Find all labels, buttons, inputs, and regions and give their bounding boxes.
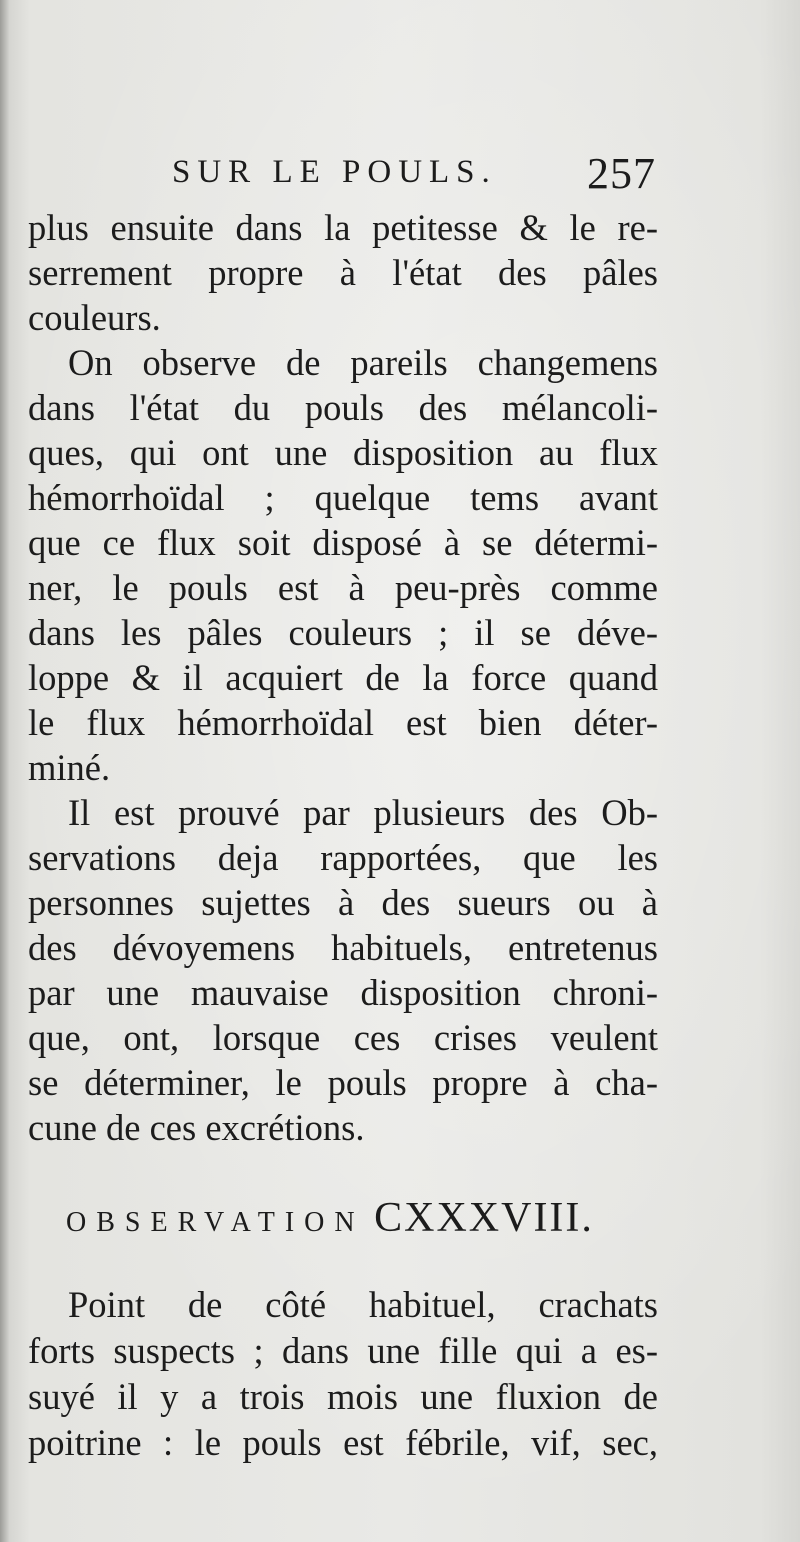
text-line: dans les pâles couleurs ; il se déve-: [28, 612, 658, 653]
text-line: que ce flux soit disposé à se détermi-: [28, 522, 658, 563]
text-line: miné.: [28, 747, 111, 788]
text-line: plus ensuite dans la petitesse & le re-: [28, 207, 658, 248]
text-line: servations deja rapportées, que les: [28, 837, 658, 878]
text-line: par une mauvaise disposition chroni-: [28, 972, 658, 1013]
page-header: [172, 146, 662, 206]
text-line: cune de ces excrétions.: [28, 1107, 365, 1148]
text-line: couleurs.: [28, 297, 161, 338]
page-number: 257: [587, 149, 656, 198]
text-line: le flux hémorrhoïdal est bien déter-: [28, 702, 658, 743]
text-line: poitrine : le pouls est fébrile, vif, sec,: [28, 1422, 658, 1463]
text-line: ques, qui ont une disposition au flux: [28, 432, 658, 473]
text-line: loppe & il acquiert de la force quand: [28, 657, 658, 698]
text-line: hémorrhoïdal ; quelque tems avant: [28, 477, 658, 518]
text-line: On observe de pareils changemens: [68, 342, 658, 383]
text-line: serrement propre à l'état des pâles: [28, 252, 658, 293]
text-line: se déterminer, le pouls propre à cha-: [28, 1062, 658, 1103]
observation-number: CXXXVIII.: [374, 1195, 594, 1241]
text-line: ner, le pouls est à peu-près comme: [28, 567, 658, 608]
observation-heading: [66, 1190, 626, 1246]
text-line: personnes sujettes à des sueurs ou à: [28, 882, 658, 923]
text-line: Il est prouvé par plusieurs des Ob-: [68, 792, 658, 833]
running-head: SUR LE POULS.: [172, 154, 497, 190]
text-line: suyé il y a trois mois une fluxion de: [28, 1376, 658, 1417]
text-line: dans l'état du pouls des mélancoli-: [28, 387, 658, 428]
text-line: forts suspects ; dans une fille qui a es-: [28, 1330, 658, 1371]
observation-label: OBSERVATION: [66, 1207, 365, 1238]
text-line: des dévoyemens habituels, entretenus: [28, 927, 658, 968]
text-line: que, ont, lorsque ces crises veulent: [28, 1017, 658, 1058]
text-line: Point de côté habituel, crachats: [68, 1284, 658, 1325]
page-gutter-shadow: [0, 0, 10, 1542]
